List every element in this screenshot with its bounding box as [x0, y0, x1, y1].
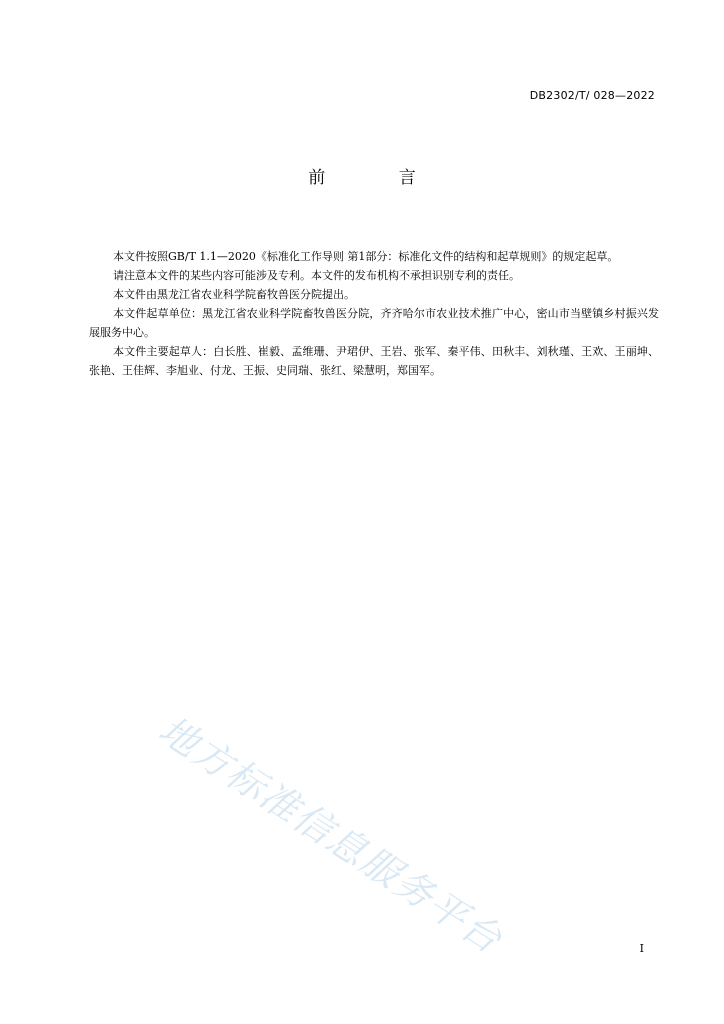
paragraph-proposer: 本文件由黑龙江省农业科学院畜牧兽医分院提出。 — [113, 288, 355, 301]
page-title: 前 言 — [308, 168, 450, 188]
paragraph-patent-notice: 请注意本文件的某些内容可能涉及专利。本文件的发布机构不承担识别专利的责任。 — [113, 269, 520, 282]
watermark: 地方标准信息服务平台 — [151, 707, 511, 963]
paragraph-drafting-basis: 本文件按照GB/T 1.1—2020《标准化工作导则 第1部分：标准化文件的结构和起草规则》的规定起草。 — [113, 250, 619, 263]
paragraph-drafters: 本文件主要起草人：白长胜、崔毅、孟维珊、尹珺伊、王岩、张军、秦平伟、田秋丰、刘秋瑾、王欢、王丽坤、张艳、王佳辉、李旭业、付龙、王振、史同瑞、张红、梁慧明，郑国军。 — [89, 345, 659, 377]
paragraph-drafting-units: 本文件起草单位：黑龙江省农业科学院畜牧兽医分院，齐齐哈尔市农业技术推广中心，密山市当壁镇乡村振兴发展服务中心。 — [89, 307, 659, 339]
document-code: DB2302/T/ 028—2022 — [529, 89, 655, 102]
page-number: I — [639, 942, 644, 955]
foreword-body — [89, 247, 659, 380]
